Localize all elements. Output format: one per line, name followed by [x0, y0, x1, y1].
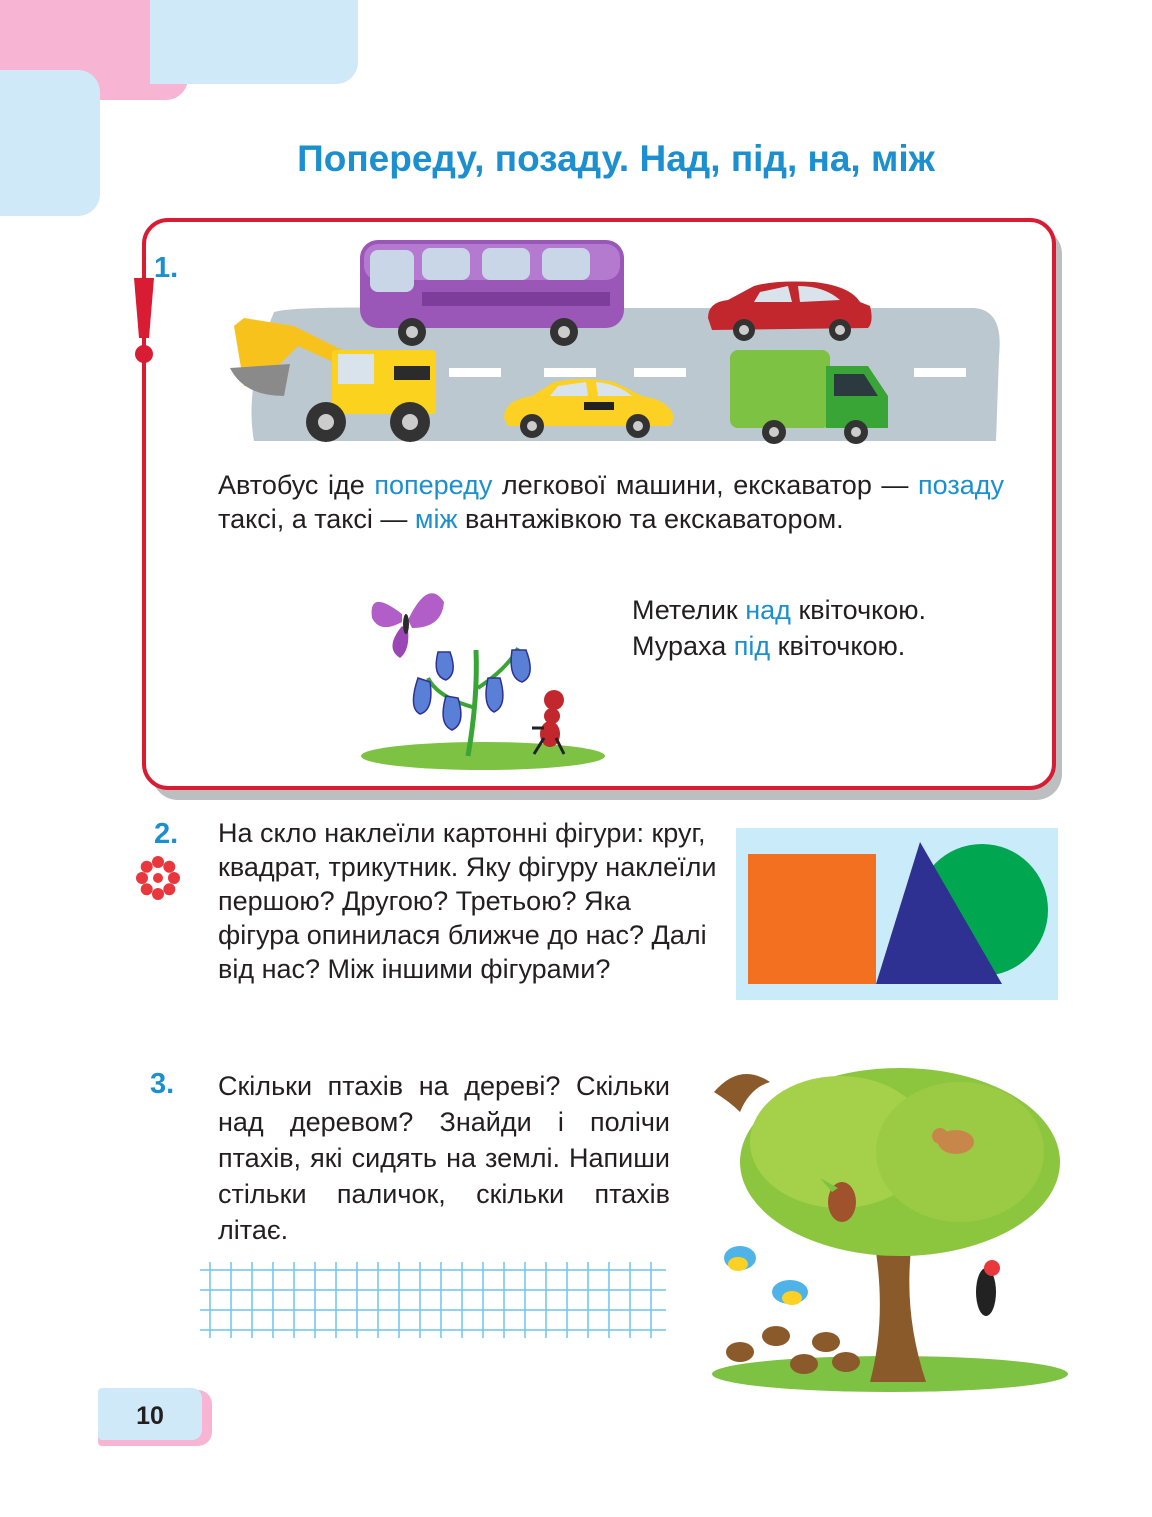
road-illustration: [214, 236, 1014, 446]
text-run: Мураха: [632, 631, 734, 661]
text-run: Автобус іде: [218, 470, 375, 500]
highlighted-word: над: [745, 595, 791, 625]
text-run: квіточкою.: [770, 631, 906, 661]
exercise-3-text: Скільки птахів на дереві? Скільки над деревом? Знайди і полічи птахів, які сидять на землі. Напиши стільки паличок, скільки птахів літає.: [218, 1071, 670, 1245]
bird-icon-flying-eagle: [714, 1074, 770, 1112]
text-run: Метелик: [632, 595, 746, 625]
corner-decoration-blue: [150, 0, 358, 84]
exercise-1-side-text: [632, 592, 1022, 664]
highlighted-word: між: [414, 504, 458, 534]
exercise-number-3: 3.: [150, 1068, 175, 1100]
ant-sentence: [632, 628, 1022, 664]
shapes-on-glass-illustration: [736, 828, 1058, 1000]
exercise-number-2: 2.: [154, 818, 179, 850]
tree-with-birds-illustration: [700, 1052, 1068, 1392]
exclamation-icon: [128, 276, 160, 366]
exercise-2-text: На скло наклеїли картонні фігури: круг, квадрат, трикутник. Яку фігуру наклеїли першою? Другою? Третьою? Яка фігура опинилася ближче до нас? Далі від нас? Між іншими фігурами?: [218, 818, 717, 984]
bird-icon-flying-blue: [724, 1246, 756, 1271]
highlighted-word: під: [733, 631, 771, 661]
text-run: таксі, а таксі —: [218, 504, 415, 534]
exercise-1-text: [218, 468, 1004, 536]
exercise-number-1: 1.: [154, 252, 179, 284]
text-run: квіточкою.: [790, 595, 927, 625]
square-shape: [748, 854, 876, 984]
flower-scene-illustration: [358, 578, 608, 768]
flower-icon: [136, 856, 180, 900]
highlighted-word: позаду: [918, 470, 1004, 500]
butterfly-icon: [372, 593, 444, 658]
bird-icon-woodpecker: [976, 1260, 1000, 1316]
highlighted-word: попереду: [374, 470, 493, 500]
writing-grid[interactable]: [200, 1262, 666, 1342]
page-title: Попереду, позаду. Над, під, на, між: [297, 138, 935, 179]
page-number: 10: [136, 1402, 164, 1430]
text-run: вантажівкою та екскаватором.: [457, 504, 844, 534]
bird-icon-flying-blue: [772, 1280, 808, 1305]
butterfly-sentence: [632, 592, 1022, 628]
text-run: легкової машини, екскаватор —: [492, 470, 919, 500]
